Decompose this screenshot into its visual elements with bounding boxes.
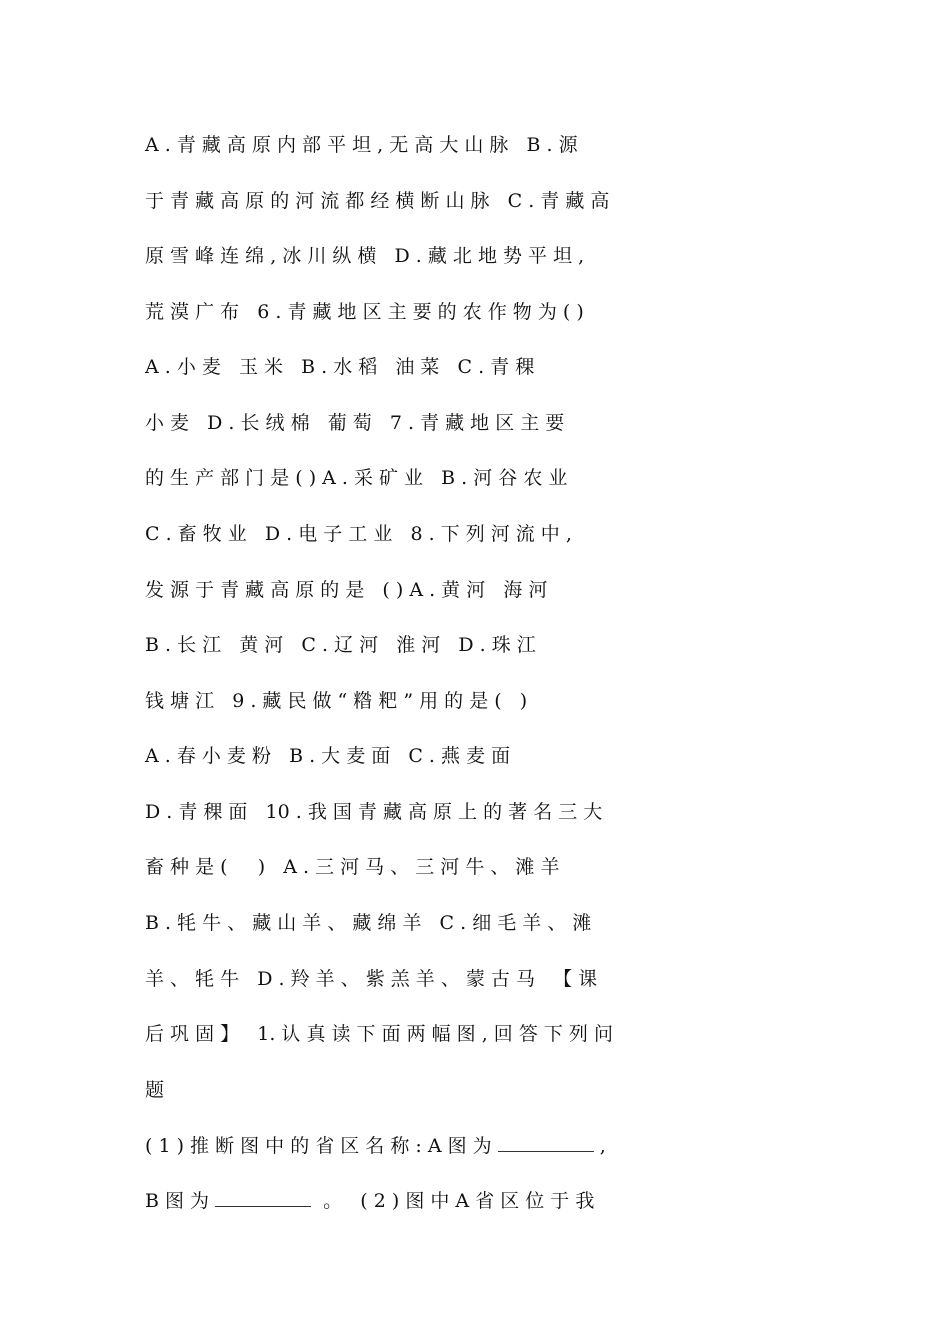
question-line-2: [145, 1186, 845, 1216]
text-line: C . 畜 牧 业 D . 电 子 工 业 8 . 下 列 河 流 中 ,: [145, 523, 572, 545]
question-text: ,: [593, 1135, 606, 1157]
text-line: 于 青 藏 高 原 的 河 流 都 经 横 断 山 脉 C . 青 藏 高: [145, 190, 610, 212]
text-line: 荒 漠 广 布 6 . 青 藏 地 区 主 要 的 农 作 物 为 ( ): [145, 301, 584, 323]
question-line-1: [145, 1131, 845, 1161]
text-line: 钱 塘 江 9 . 藏 民 做 “ 糌 粑 ” 用 的 是 ( ): [145, 690, 528, 712]
question-text: 。 ( 2 ) 图 中 A 省 区 位 于 我: [311, 1190, 595, 1212]
text-line: 后 巩 固 】 1. 认 真 读 下 面 两 幅 图 , 回 答 下 列 问: [145, 1023, 613, 1045]
text-line: B . 长 江 黄 河 C . 辽 河 淮 河 D . 珠 江: [145, 634, 536, 656]
text-line: 发 源 于 青 藏 高 原 的 是 ( ) A . 黄 河 海 河: [145, 579, 548, 601]
text-line: 羊 、 牦 牛 D . 羚 羊 、 紫 羔 羊 、 蒙 古 马 【 课: [145, 968, 598, 990]
text-line: 的 生 产 部 门 是 ( ) A . 采 矿 业 B . 河 谷 农 业: [145, 467, 568, 489]
text-line: A . 青 藏 高 原 内 部 平 坦 , 无 高 大 山 脉 B . 源: [145, 134, 578, 156]
answer-blank-b[interactable]: [215, 1188, 311, 1207]
question-text: B 图 为: [145, 1190, 216, 1212]
text-line: 题: [145, 1079, 165, 1101]
question-text: ( 1 ) 推 断 图 中 的 省 区 名 称 : A 图 为: [145, 1135, 498, 1157]
answer-blank-a[interactable]: [498, 1133, 594, 1152]
text-line: 小 麦 D . 长 绒 棉 葡 萄 7 . 青 藏 地 区 主 要: [145, 412, 565, 434]
text-line: D . 青 稞 面 10 . 我 国 青 藏 高 原 上 的 著 名 三 大: [145, 801, 603, 823]
text-line: A . 小 麦 玉 米 B . 水 稻 油 菜 C . 青 稞: [145, 356, 535, 378]
text-line: 原 雪 峰 连 绵 , 冰 川 纵 横 D . 藏 北 地 势 平 坦 ,: [145, 245, 585, 267]
text-line: 畜 种 是 ( ) A . 三 河 马 、 三 河 牛 、 滩 羊: [145, 856, 560, 878]
text-line: A . 春 小 麦 粉 B . 大 麦 面 C . 燕 麦 面: [145, 745, 511, 767]
text-line: B . 牦 牛 、 藏 山 羊 、 藏 绵 羊 C . 细 毛 羊 、 滩: [145, 912, 592, 934]
